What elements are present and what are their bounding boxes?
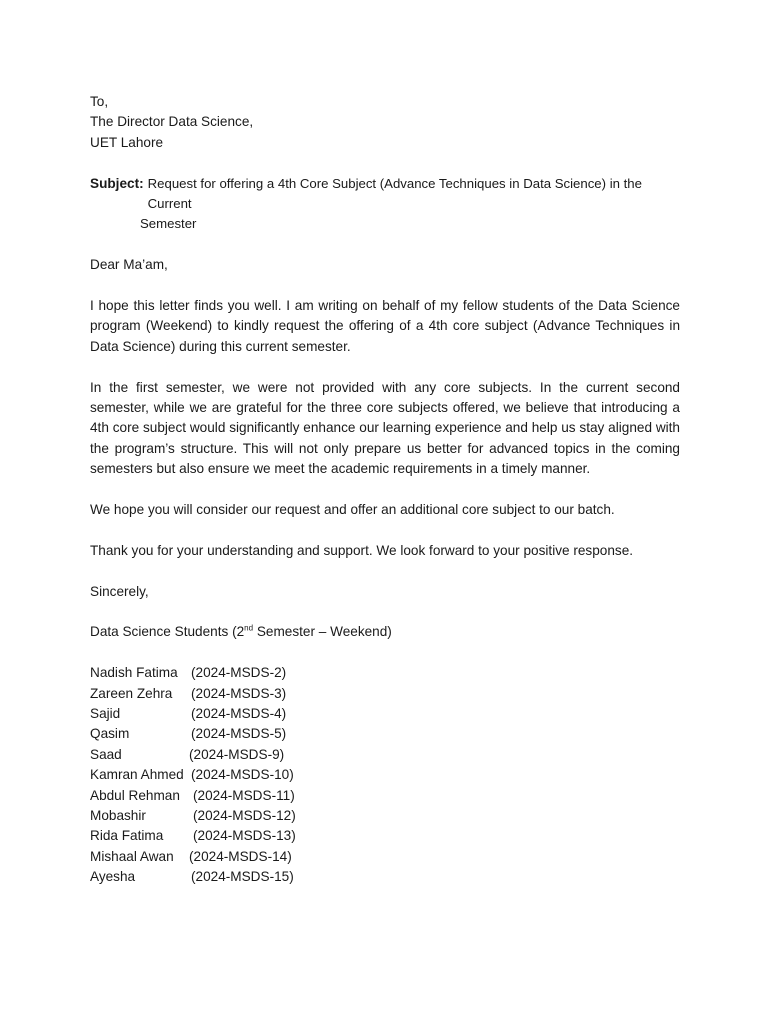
list-item — [90, 704, 680, 724]
student-id: (2024-MSDS-9) — [189, 746, 285, 762]
student-id: (2024-MSDS-3) — [191, 685, 287, 701]
list-item — [90, 826, 680, 846]
student-list — [90, 663, 680, 887]
signature-suffix: Semester – Weekend) — [253, 624, 392, 640]
student-name: Mishaal Awan — [90, 848, 174, 864]
student-name: Qasim — [90, 726, 130, 742]
student-id: (2024-MSDS-4) — [191, 706, 287, 722]
student-id: (2024-MSDS-13) — [193, 828, 296, 844]
student-name: Abdul Rehman — [90, 787, 180, 803]
signature — [90, 622, 680, 642]
student-name: Ayesha — [90, 869, 136, 885]
list-item — [90, 724, 680, 744]
salutation: Dear Ma’am, — [90, 257, 168, 273]
list-item — [90, 867, 680, 887]
subject-label: Subject: — [90, 175, 144, 191]
student-name: Nadish Fatima — [90, 665, 178, 681]
student-name: Kamran Ahmed — [90, 767, 184, 783]
letter — [90, 92, 680, 888]
subject-text-line2: Semester — [140, 216, 197, 232]
list-item — [90, 745, 680, 765]
subject-line — [90, 174, 680, 215]
paragraph-thanks: Thank you for your understanding and support. We look forward to your positive response. — [90, 542, 634, 558]
list-item — [90, 806, 680, 826]
list-item — [90, 663, 680, 683]
student-name: Sajid — [90, 706, 121, 722]
paragraph-intro: I hope this letter finds you well. I am writing on behalf of my fellow students of the Data Science program (Weekend) to kindly request the offering of a 4th core subject (Advance Techniques in Data Science) during this current semester. — [90, 298, 680, 354]
student-name: Saad — [90, 746, 122, 762]
student-id: (2024-MSDS-11) — [193, 787, 295, 803]
student-id: (2024-MSDS-15) — [191, 869, 294, 885]
paragraph-body: In the first semester, we were not provided with any core subjects. In the current second semester, while we are grateful for the three core subjects offered, we believe that introducing a 4th core subject would significantly enhance our learning experience and help us stay aligned with the program’s structure. This will not only prepare us better for advanced topics in the coming semesters but also ensure we meet the academic requirements in a timely manner. — [90, 379, 680, 477]
signature-prefix: Data Science Students (2 — [90, 624, 245, 640]
list-item — [90, 765, 680, 785]
student-id: (2024-MSDS-2) — [191, 665, 287, 681]
list-item — [90, 847, 680, 867]
recipient-org: UET Lahore — [90, 134, 164, 150]
student-name: Mobashir — [90, 808, 146, 824]
student-name: Zareen Zehra — [90, 685, 173, 701]
subject-text-line1: Request for offering a 4th Core Subject (Advance Techniques in Data Science) in the Current — [147, 175, 642, 212]
recipient-to: To, — [90, 94, 109, 109]
list-item — [90, 684, 680, 704]
student-id: (2024-MSDS-10) — [191, 767, 294, 783]
student-name: Rida Fatima — [90, 828, 164, 844]
signature-sup: nd — [244, 623, 254, 633]
paragraph-request: We hope you will consider our request and offer an additional core subject to our batch. — [90, 502, 615, 518]
student-id: (2024-MSDS-12) — [193, 808, 296, 824]
recipient-title: The Director Data Science, — [90, 114, 254, 130]
student-id: (2024-MSDS-14) — [189, 848, 292, 864]
list-item — [90, 786, 680, 806]
closing: Sincerely, — [90, 583, 149, 599]
student-id: (2024-MSDS-5) — [191, 726, 287, 742]
